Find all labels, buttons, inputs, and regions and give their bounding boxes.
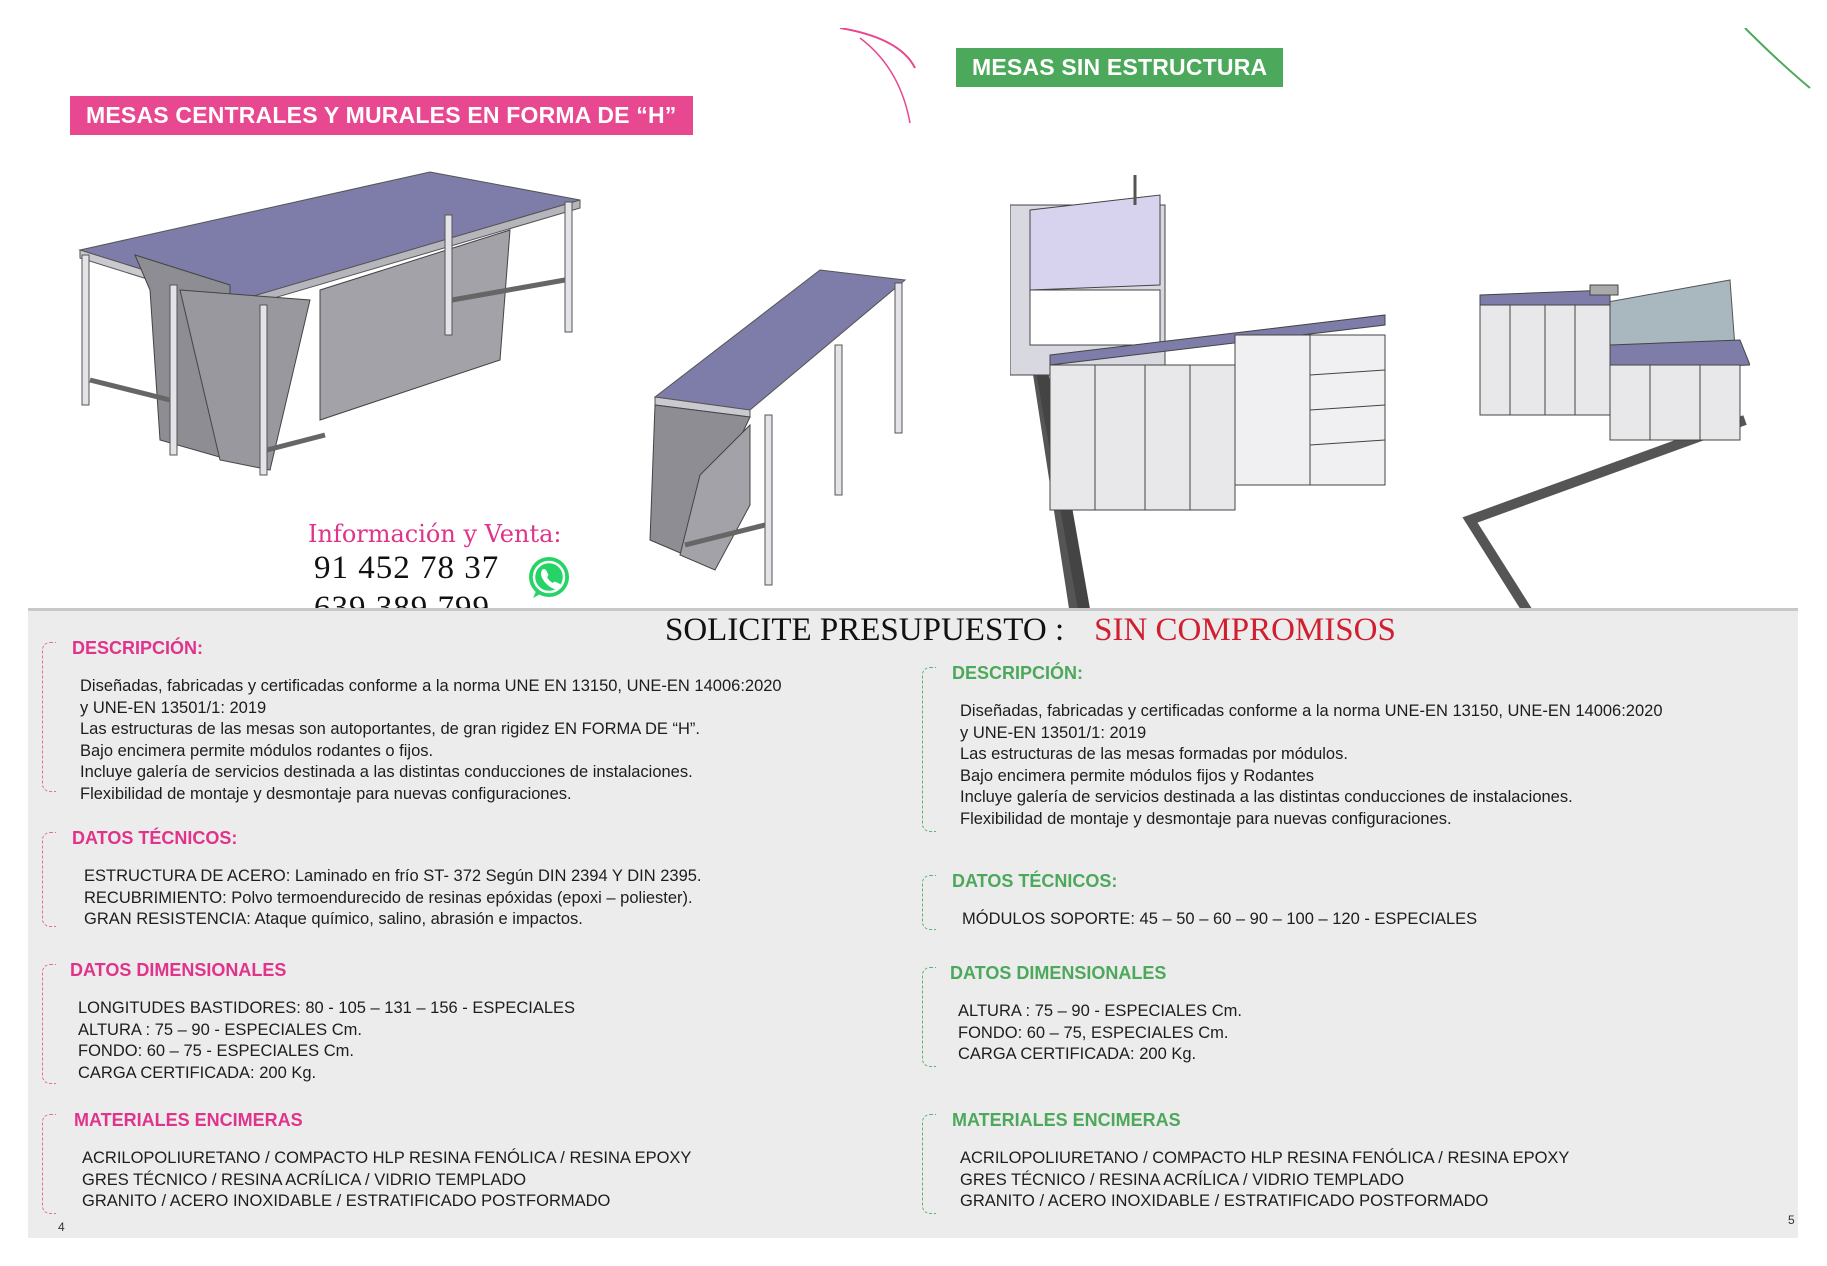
left-descripcion-section [28,638,908,803]
section-body [960,1148,1569,1213]
section-bracket [42,832,56,927]
text-line: Flexibilidad de montaje y desmontaje para nuevas configuraciones. [960,809,1452,828]
section-bracket [42,1114,56,1214]
spec-panel [28,608,1798,1238]
text-line: ACRILOPOLIURETANO / COMPACTO HLP RESINA FENÓLICA / RESINA EPOXY [960,1149,1570,1167]
text-line: ESTRUCTURA DE ACERO: Laminado en frío ST- 372 Según DIN 2394 Y DIN 2395. [84,867,702,885]
text-line: Diseñadas, fabricadas y certificadas conforme a la norma UNE EN 13150, UNE-EN 14006:2020 [80,677,782,695]
section-body [960,701,1663,830]
section-body [80,676,782,805]
right-datos-tecnicos-section [908,871,1788,941]
right-descripcion-section [908,663,1788,838]
section-bracket [922,667,936,832]
section-title: DATOS DIMENSIONALES [950,963,1167,983]
section-body [78,998,575,1084]
left-section-tag: MESAS CENTRALES Y MURALES EN FORMA DE “H” [70,96,693,135]
page-number-right: 5 [1788,1213,1795,1227]
green-corner-decoration [1740,28,1820,108]
cta-no-commitment: SIN COMPROMISOS [1094,612,1396,648]
section-title: MATERIALES ENCIMERAS [74,1110,303,1130]
text-line: Flexibilidad de montaje y desmontaje para nuevas configuraciones. [80,784,572,803]
text-line: Diseñadas, fabricadas y certificadas conforme a la norma UNE-EN 13150, UNE-EN 14006:2020 [960,702,1663,720]
section-title: DESCRIPCIÓN: [952,663,1084,683]
left-datos-tecnicos-section [28,828,908,938]
h-table-illustration [70,160,590,480]
section-bracket [922,1114,936,1214]
text-line: Las estructuras de las mesas formadas por módulos. [960,745,1348,763]
text-line: CARGA CERTIFICADA: 200 Kg. [78,1063,317,1082]
text-line: Incluye galería de servicios destinada a las distintas conducciones de instalaciones. [80,763,693,781]
text-line: Bajo encimera permite módulos rodantes o fijos. [80,741,434,760]
text-line: ALTURA : 75 – 90 - ESPECIALES Cm. [958,1002,1242,1020]
section-title: DATOS DIMENSIONALES [70,960,287,980]
left-materiales-section [28,1110,908,1225]
left-datos-dimensionales-section [28,960,908,1095]
section-bracket [42,642,56,792]
text-line: FONDO: 60 – 75, ESPECIALES Cm. [958,1023,1229,1042]
right-section-tag: MESAS SIN ESTRUCTURA [956,48,1283,87]
contact-title: Información y Venta: [308,520,562,548]
phone-landline[interactable]: 91 452 78 37 [314,550,500,586]
text-line: MÓDULOS SOPORTE: 45 – 50 – 60 – 90 – 100 – 120 - ESPECIALES [962,910,1478,928]
text-line: LONGITUDES BASTIDORES: 80 - 105 – 131 – 156 - ESPECIALES [78,999,576,1017]
text-line: GRES TÉCNICO / RESINA ACRÍLICA / VIDRIO TEMPLADO [82,1170,527,1189]
text-line: FONDO: 60 – 75 - ESPECIALES Cm. [78,1042,355,1060]
right-materiales-section [908,1110,1788,1225]
text-line: y UNE-EN 13501/1: 2019 [80,698,267,717]
text-line: Bajo encimera permite módulos fijos y Rodantes [960,766,1315,785]
page-number-left: 4 [58,1220,65,1234]
section-title: DATOS TÉCNICOS: [952,871,1118,891]
text-line: ACRILOPOLIURETANO / COMPACTO HLP RESINA FENÓLICA / RESINA EPOXY [82,1149,692,1167]
text-line: GRANITO / ACERO INOXIDABLE / ESTRATIFICADO POSTFORMADO [82,1192,611,1210]
lab-room-illustration [1010,165,1750,615]
pink-corner-decoration [840,28,920,128]
text-line: CARGA CERTIFICADA: 200 Kg. [958,1045,1197,1063]
text-line: ALTURA : 75 – 90 - ESPECIALES Cm. [78,1020,362,1039]
section-bracket [42,964,56,1084]
section-title: MATERIALES ENCIMERAS [952,1110,1181,1130]
section-body [962,909,1477,931]
cta-banner [665,612,1396,649]
text-line: y UNE-EN 13501/1: 2019 [960,723,1147,742]
section-title: DESCRIPCIÓN: [72,638,204,658]
right-datos-dimensionales-section [908,963,1788,1078]
text-line: GRES TÉCNICO / RESINA ACRÍLICA / VIDRIO TEMPLADO [960,1170,1405,1189]
text-line: GRAN RESISTENCIA: Ataque químico, salino, abrasión e impactos. [84,910,583,928]
section-body [84,866,702,931]
panel-top-rule [28,608,1798,611]
whatsapp-icon[interactable] [525,554,573,602]
mural-table-illustration [640,265,915,595]
text-line: Las estructuras de las mesas son autoportantes, de gran rigidez EN FORMA DE “H”. [80,720,700,738]
section-bracket [922,967,936,1067]
section-body [958,1001,1242,1066]
text-line: RECUBRIMIENTO: Polvo termoendurecido de resinas epóxidas (epoxi – poliester). [84,888,693,907]
section-title: DATOS TÉCNICOS: [72,828,238,848]
section-body [82,1148,691,1213]
text-line: Incluye galería de servicios destinada a las distintas conducciones de instalaciones. [960,788,1573,806]
cta-request-quote: SOLICITE PRESUPUESTO : [665,612,1065,648]
text-line: GRANITO / ACERO INOXIDABLE / ESTRATIFICADO POSTFORMADO [960,1192,1489,1210]
section-bracket [922,875,936,930]
